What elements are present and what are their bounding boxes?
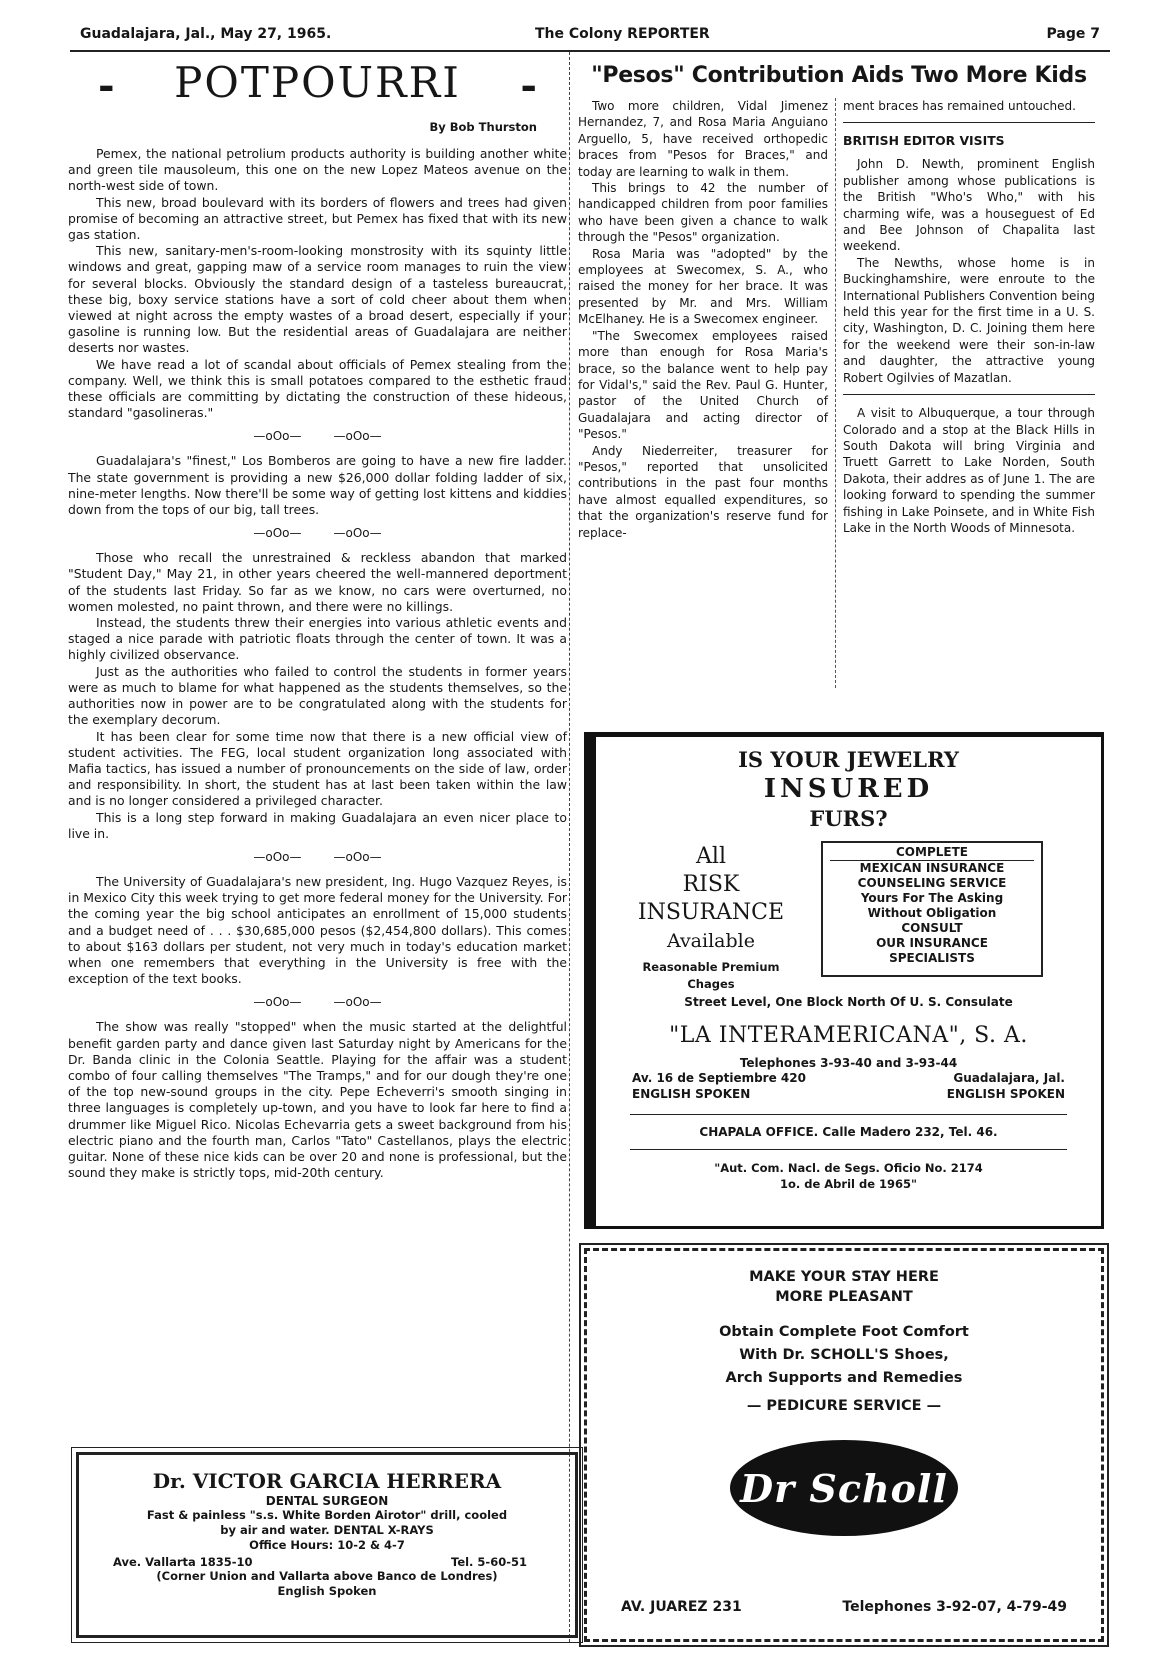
separator-mark: —oOo— (253, 526, 302, 541)
pesos-subcolumn-1 (578, 98, 828, 541)
dentist-address: Ave. Vallarta 1835-10 (113, 1555, 253, 1569)
box-line: Yours For The Asking (860, 891, 1004, 905)
box-line: CONSULT (901, 921, 963, 935)
item-rule (843, 122, 1095, 123)
section-separator (68, 850, 567, 864)
potpourri-column (68, 58, 567, 1181)
paragraph: It has been clear for some time now that there is a new official view of student activities. The FEG, local student organization long associated with Mafia tactics, has issued a number of pronouncements on the side of law, order and responsibility. In short, the student has at last been taken within the law and is no longer considered a privileged character. (68, 728, 567, 809)
all-label: All (696, 844, 726, 869)
box-line: COUNSELING SERVICE (857, 876, 1007, 890)
dentist-address-row (79, 1553, 575, 1569)
scholl-head-1: MAKE YOUR STAY HERE (749, 1269, 939, 1285)
address-left: Av. 16 de Septiembre 420 (632, 1071, 806, 1085)
address-row (596, 1070, 1101, 1086)
box-line: MEXICAN INSURANCE (830, 860, 1034, 876)
separator-mark: —oOo— (333, 526, 382, 541)
subcolumn-divider (835, 98, 836, 688)
dentist-corner: (Corner Union and Vallarta above Banco de Londres) (156, 1569, 498, 1583)
header-masthead: The Colony REPORTER (535, 26, 710, 42)
dr-scholl-logo (730, 1440, 958, 1536)
paragraph: "The Swecomex employees raised more than enough for Rosa Maria's brace, so the balance went to help pay for Vidal's," said the Rev. Paul G. Hunter, pastor of the United Church of Guadalajara and acting director of "Pesos." (578, 328, 828, 442)
potpourri-section-bomberos (68, 453, 567, 518)
header-rule (70, 50, 1110, 52)
scholl-head-2: MORE PLEASANT (775, 1289, 913, 1305)
paragraph: This new, broad boulevard with its borders of flowers and trees had given promise of becoming an attractive street, but Pemex has fixed that with its new gas station. (68, 194, 567, 243)
available-label: Available (667, 930, 755, 952)
paragraph: The Newths, whose home is in Buckinghamshire, were enroute to the International Publishers Convention being held this year for the first time in a U. S. city, Washington, D. C. Joining them here for the weekend were their son-in-law and daughter, the attractive young Robert Ogilvies of Mazatlan. (843, 255, 1095, 385)
paragraph: The show was really "stopped" when the music started at the delightful benefit garden party and dance given last Saturday night by Americans for the Dr. Banda clinic in the Colonia Seattle. Playing for the affair was a student combo of four calling themselves "The Tramps," and for our dough they're one of the top new-sound groups in the city. Pepe Echeverri's smooth singing in three languages is completely up-town, and you have to look far here to find a drummer like Miguel Rico. Nicolas Echevarria gets a sweet background from his electric piano and the fourth man, Carlos "Tato" Castellanos, plays the electric guitar. None of these nice kids can be over 20 and none is professional, but the sound they make is strictly tops, mid-20th century. (68, 1019, 567, 1181)
insurance-advertisement (584, 732, 1104, 1229)
pesos-subcolumn-2 (843, 98, 1095, 536)
page-header (80, 24, 1100, 48)
potpourri-section-pemex (68, 146, 567, 421)
paragraph: Those who recall the unrestrained & reckless abandon that marked "Student Day," May 21, in other years cheered the well-mannered deportment of the students last Friday. So far as we know, no cars were overturned, no women molested, no paint thrown, and there were no killings. (68, 550, 567, 614)
insured-heading: INSURED (763, 774, 934, 804)
paragraph: This new, sanitary-men's-room-looking monstrosity with its squinty little windows and great, gapping maw of a service room manages to ruin the view for several blocks. Obviously the standard design of a tasteless bureaucrat, these big, boxy service stations have a sort of cold cheer about them when viewed at night across the empty wastes of a broad desert, especially if your gasoline is running low. But the residential areas of Guadalajara are neither deserts nor wastes. (68, 243, 567, 356)
paragraph: A visit to Albuquerque, a tour through Colorado and a stop at the Black Hills in South Dakota will bring Virginia and Truett Garrett to Lake Norden, South Dakota, their addres as of June 1. The are looking forward to spending the summer fishing in Lake Poinsete, and in White Fish Lake in the North Woods of Minnesota. (843, 406, 1095, 535)
paragraph: Rosa Maria was "adopted" by the employees at Swecomex, S. A., who raised the money for her brace. It was presented by Mr. and Mrs. William McElhaney. He is a Swecomex engineer. (578, 246, 828, 327)
pedicure-service: — PEDICURE SERVICE — (746, 1398, 942, 1414)
pesos-article (578, 98, 1100, 698)
english-left: ENGLISH SPOKEN (632, 1087, 751, 1101)
pesos-column (578, 58, 1100, 698)
potpourri-section-students (68, 550, 567, 842)
scholl-footer (587, 1599, 1101, 1615)
risk-label: RISK (682, 872, 740, 897)
paragraph: Two more children, Vidal Jimenez Hernandez, 7, and Rosa Maria Anguiano Arguello, 5, have received orthopedic braces from "Pesos for Braces," and today are learning to walk in them. (578, 99, 828, 179)
logo-text: Dr Scholl (740, 1465, 948, 1511)
premium-label: Reasonable Premium (642, 960, 780, 974)
dentist-drill-line: Fast & painless "s.s. White Borden Airotor" drill, cooled (146, 1508, 508, 1522)
box-line: COMPLETE (896, 845, 968, 859)
potpourri-section-show (68, 1019, 567, 1181)
company-telephones: Telephones 3-93-40 and 3-93-44 (739, 1056, 958, 1070)
separator-mark: —oOo— (253, 995, 302, 1010)
paragraph: Instead, the students threw their energies into various athletic events and staged a nice parade with patriotic floats through the center of town. It was a highly civilized observance. (68, 615, 567, 663)
dentist-tel: Tel. 5-60-51 (451, 1555, 527, 1569)
counseling-box (821, 841, 1043, 977)
scholl-telephones: Telephones 3-92-07, 4-79-49 (842, 1599, 1067, 1615)
company-name: "LA INTERAMERICANA", S. A. (669, 1023, 1028, 1048)
paragraph: The University of Guadalajara's new president, Ing. Hugo Vazquez Reyes, is in Mexico City this week trying to get more federal money for the University. For the coming year the big school anticipates an enrollment of 15,000 students and a budget need of . . . $30,685,000 pesos ($2,454,800 dollars). This comes to about $163 dollars per student, not very much in today's education market when one remembers that everything in the University is free with the exception of the text books. (68, 873, 567, 987)
paragraph: Guadalajara's "finest," Los Bomberos are going to have a new fire ladder. The state government is providing a new $26,000 dollar folding ladder of six, nine-meter lengths. Now there'll be some way of getting lost kittens and kiddies down from the tops of our big, tall trees. (68, 453, 567, 518)
jewelry-question: IS YOUR JEWELRY (738, 747, 959, 772)
dentist-hours: Office Hours: 10-2 & 4-7 (249, 1538, 405, 1552)
separator-mark: —oOo— (333, 429, 382, 444)
box-line: Without Obligation (867, 906, 997, 920)
separator-mark: —oOo— (253, 429, 302, 444)
dentist-advertisement (76, 1452, 578, 1638)
paragraph: Pemex, the national petrolium products authority is building another white and green tile mausoleum, this one on the new Lopez Mateos avenue on the north-west side of town. (68, 146, 567, 194)
potpourri-title: POTPOURRI (174, 58, 461, 107)
paragraph: Just as the authorities who failed to control the students in former years were as much to blame for what happened as the students themselves, so the authorities now in power are to be congratulated along with the students for the exemplary decorum. (68, 663, 567, 728)
scholl-body-3: Arch Supports and Remedies (725, 1370, 963, 1386)
chages-label: Chages (687, 977, 735, 991)
potpourri-headline (68, 58, 567, 110)
furs-heading: FURS? (809, 806, 888, 831)
authorization-line-1: "Aut. Com. Nacl. de Segs. Oficio No. 2174 (714, 1161, 983, 1175)
dentist-name: Dr. VICTOR GARCIA HERRERA (152, 1469, 502, 1493)
address-right: Guadalajara, Jal. (953, 1071, 1065, 1085)
english-row (596, 1086, 1101, 1102)
ad-rule (630, 1114, 1067, 1115)
all-risk-block (616, 843, 806, 993)
street-level-line: Street Level, One Block North Of U. S. Consulate (684, 995, 1013, 1009)
british-editor-subhead: BRITISH EDITOR VISITS (843, 133, 1005, 149)
insurance-middle (596, 841, 1101, 991)
byline: By Bob Thurston (429, 120, 537, 134)
separator-mark: —oOo— (333, 849, 382, 864)
box-line: OUR INSURANCE (876, 936, 988, 950)
pesos-headline: "Pesos" Contribution Aids Two More Kids (591, 63, 1087, 88)
paragraph: ment braces has remained untouched. (843, 99, 1076, 113)
paragraph: We have read a lot of scandal about officials of Pemex stealing from the company. Well, we think this is small potatoes compared to the esthetic fraud these officials are committing by dictating the construction of these hideous, standard "gasolineras." (68, 356, 567, 421)
headline-dash-left: - (98, 62, 115, 109)
paragraph: This brings to 42 the number of handicapped children from poor families who have been given a chance to walk through the "Pesos" organization. (578, 181, 828, 245)
scholl-address: AV. JUAREZ 231 (621, 1599, 742, 1615)
box-line: SPECIALISTS (889, 951, 975, 965)
header-dateline: Guadalajara, Jal., May 27, 1965. (80, 26, 332, 42)
item-rule (843, 394, 1095, 395)
english-right: ENGLISH SPOKEN (946, 1087, 1065, 1101)
dentist-title: DENTAL SURGEON (265, 1494, 389, 1508)
chapala-office: CHAPALA OFFICE. Calle Madero 232, Tel. 46. (699, 1125, 998, 1139)
header-page-number: Page 7 (1046, 26, 1100, 42)
paragraph: Andy Niederreiter, treasurer for "Pesos," reported that unsolicited contributions in the past four months have almost equalled expenditures, so that the organization's reserve fund for replace- (578, 443, 828, 540)
section-separator (68, 526, 567, 540)
authorization-line-2: 1o. de Abril de 1965" (779, 1177, 918, 1191)
headline-dash-right: - (520, 62, 537, 109)
paragraph: John D. Newth, prominent English publisher among whose publications is the British "Who's Who," with his charming wife, was a houseguest of Ed and Bee Johnson of Chapalita last weekend. (843, 157, 1095, 254)
ad-rule (630, 1149, 1067, 1150)
paragraph: This is a long step forward in making Guadalajara an even nicer place to live in. (68, 809, 567, 841)
scholl-body-2: With Dr. SCHOLL'S Shoes, (739, 1347, 949, 1363)
section-separator (68, 995, 567, 1009)
separator-mark: —oOo— (333, 995, 382, 1010)
scholl-body-1: Obtain Complete Foot Comfort (719, 1324, 969, 1340)
potpourri-section-university (68, 874, 567, 987)
separator-mark: —oOo— (253, 849, 302, 864)
dentist-xray-line: by air and water. DENTAL X-RAYS (220, 1523, 434, 1537)
section-separator (68, 429, 567, 443)
dr-scholl-advertisement (584, 1248, 1104, 1642)
dentist-spoken: English Spoken (277, 1584, 377, 1598)
insurance-label: INSURANCE (637, 900, 785, 925)
column-divider (569, 52, 570, 1642)
